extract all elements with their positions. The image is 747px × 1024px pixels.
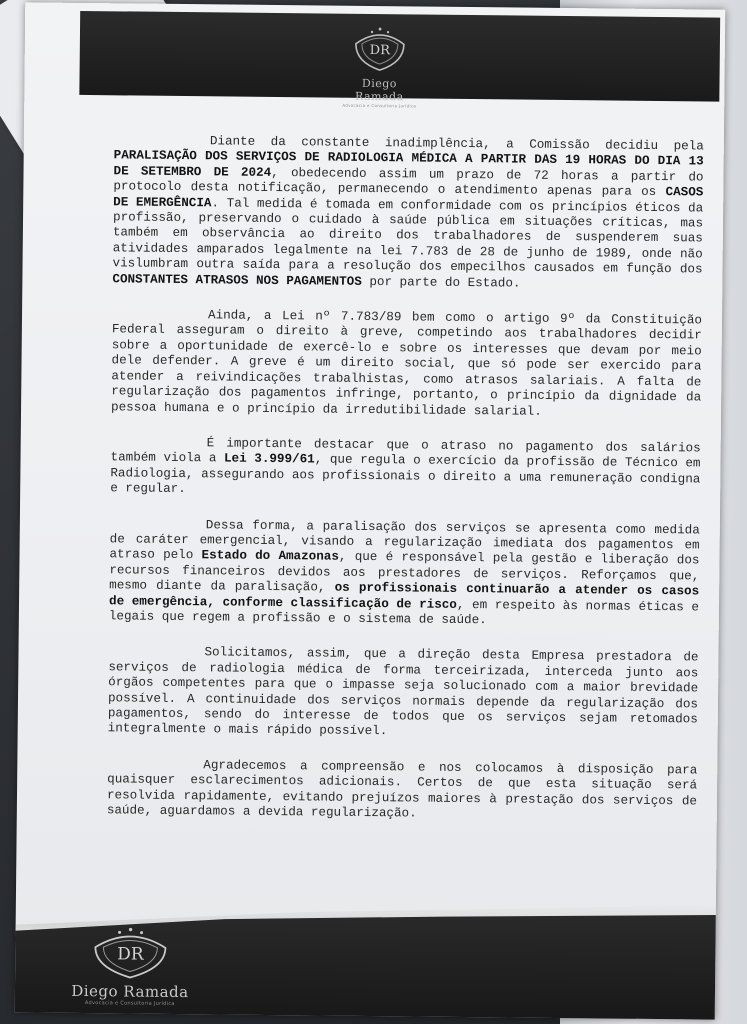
bold-text: Lei 3.999/61 — [223, 451, 315, 467]
logo-name: Diego Ramada — [71, 981, 189, 1002]
paragraph — [112, 133, 704, 293]
bold-text: CONSTANTES ATRASOS NOS PAGAMENTOS — [112, 271, 362, 289]
crest-icon — [75, 923, 186, 980]
paragraph — [109, 517, 700, 631]
text-run: Agradecemos a compreensão e nos colocamos à disposição para quaisquer esclarecimentos adicionais. Certos de que esta situação será resolvida rapidamente, evitando prejuízos maiores à prestação dos serviços de saúde, aguardamos a devida regularização. — [106, 758, 698, 821]
bold-text: Estado do Amazonas — [201, 548, 340, 565]
text-run: , que é responsável pela gestão e liberação dos recursos financeiros devidos aos prestadores de serviços. Reforçamos que, mesmo diante da paralisação, — [109, 550, 700, 595]
text-run: É importante destacar que o atraso no pagamento dos salários também viola a — [110, 436, 701, 466]
logo-monogram: DR — [369, 42, 391, 59]
paragraph — [108, 645, 699, 744]
text-run: . Tal medida é tomada em conformidade com os princípios éticos da profissão, preservando o cuidado à saúde pública em situações críticas, mas também em observância ao direito dos trabalhadores de suspenderem suas atividades amparados legalmente na lei 7.783 de 28 de junho de 1989, onde não vislumbram outra saída para a resolução dos empecilhos causados em função dos — [112, 195, 704, 277]
text-run: , em respeito às normas éticas e legais que regem a profissão e o sistema de saúde. — [108, 597, 700, 628]
bold-text: os profissionais continuarão a atender os casos de emergência, conforme classificação de risco — [108, 580, 700, 612]
text-run: , obedecendo assim um prazo de 72 horas a partir do protocolo desta notificação, permanecendo o atendimento apenas para os — [113, 165, 704, 200]
footer-logo — [65, 923, 196, 1007]
bold-text: PARALISAÇÃO DOS SERVIÇOS DE RADIOLOGIA MÉDICA A PARTIR DAS 19 HORAS DO DIA 13 DE SETEMBRO DE 2024 — [113, 148, 704, 180]
text-run: Ainda, a Lei nº 7.783/89 bem como o artigo 9º da Constituição Federal asseguram o direito à greve, competindo aos trabalhadores decidir sobre a oportunidade de exercê-lo e sobre os interesses que devam por meio dele defender. A greve é um direito social, que só pode ser exercido para atender a reivindicações trabalhistas, como atrasos salariais. A falta de regularização dos pagamentos infringe, portanto, o princípio da dignidade da pessoa humana e o princípio da irredutibilidade salarial. — [111, 308, 703, 419]
text-run: Solicitamos, assim, que a direção desta Empresa prestadora de serviços de radiologia médica de forma terceirizada, interceda junto aos órgãos competentes para que o impasse seja solucionado com a maior brevidade possível. A continuidade dos serviços normais depende da regularização dos pagamentos, sendo do interesse de todos que os serviços sejam retomados integralmente o mais rápido possível. — [107, 645, 699, 739]
paragraph — [111, 307, 702, 421]
letter-page — [15, 2, 726, 1019]
text-run: por parte do Estado. — [361, 274, 521, 291]
text-run: Dessa forma, a paralisação dos serviços se apresenta como medida de caráter emergencial, visando a regularização imediata dos pagamentos em atraso pelo — [109, 517, 700, 563]
text-run: , que regula o exercício da profissão de Técnico em Radiologia, assegurando aos profissionais o direito a uma remuneração condigna e regular. — [110, 452, 701, 497]
paragraph — [107, 757, 698, 825]
text-run: Diante da constante inadimplência, a Comissão decidiu pela — [209, 134, 704, 154]
logo-name: Diego Ramada — [354, 76, 404, 104]
bold-text: CASOS DE EMERGÊNCIA — [113, 185, 704, 210]
logo-monogram: DR — [117, 944, 144, 965]
crest-icon — [348, 24, 413, 75]
logo-tagline: Advocacia e Consultoria Jurídica — [84, 1000, 175, 1007]
paragraph — [110, 435, 701, 503]
logo-tagline: Advocacia e Consultoria Jurídica — [342, 102, 417, 109]
header-logo — [342, 24, 417, 109]
letter-body — [107, 133, 704, 845]
